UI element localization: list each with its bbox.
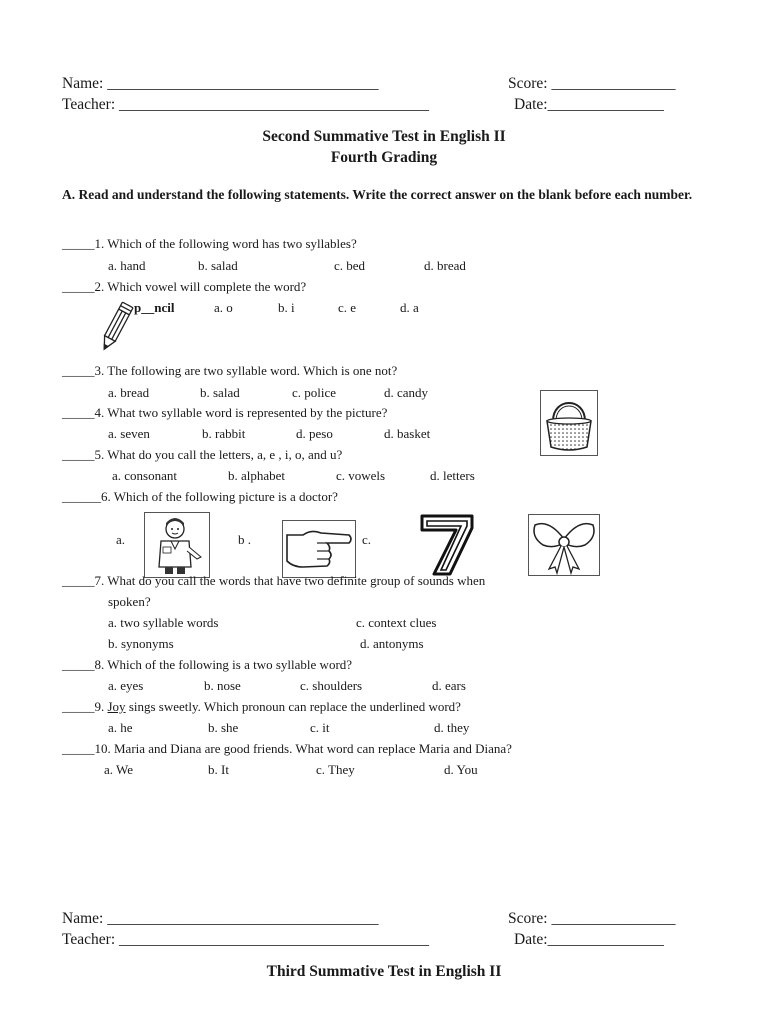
teacher-field[interactable]: Teacher: ________________________________________ — [62, 96, 429, 113]
q8-option-b[interactable]: b. nose — [204, 678, 241, 693]
name-field-2[interactable]: Name: ___________________________________ — [62, 910, 379, 927]
q7-option-d[interactable]: d. antonyms — [360, 636, 424, 651]
q9-option-d[interactable]: d. they — [434, 720, 470, 735]
score-field-2[interactable]: Score: ________________ — [508, 910, 676, 927]
pencil-icon — [96, 298, 136, 356]
q2-option-b[interactable]: b. i — [278, 300, 295, 315]
q4-option-d[interactable]: d. basket — [384, 426, 431, 441]
test-title: Second Summative Test in English II — [262, 128, 506, 145]
hand-picture[interactable] — [282, 520, 356, 578]
q9-option-b[interactable]: b. she — [208, 720, 239, 735]
q4-option-b[interactable]: b. rabbit — [202, 426, 246, 441]
q5-option-b[interactable]: b. alphabet — [228, 468, 286, 483]
q9-underlined-word: Joy — [107, 699, 126, 714]
question-10: _____10. Maria and Diana are good friends. What word can replace Maria and Diana? — [62, 741, 512, 756]
score-field[interactable]: Score: ________________ — [508, 75, 676, 92]
q3-option-a[interactable]: a. bread — [108, 385, 150, 400]
q3-option-d[interactable]: d. candy — [384, 385, 429, 400]
q9-option-c[interactable]: c. it — [310, 720, 330, 735]
q9-stem-pre: _____9. — [62, 699, 108, 714]
q6-option-c[interactable]: c. — [362, 532, 372, 547]
q1-option-b[interactable]: b. salad — [198, 258, 238, 273]
question-6: ______6. Which of the following picture is a doctor? — [62, 489, 338, 504]
question-3: _____3. The following are two syllable word. Which is one not? — [62, 363, 398, 378]
name-field[interactable]: Name: ___________________________________ — [62, 75, 379, 92]
question-7: _____7. What do you call the words that have two definite group of sounds when — [62, 573, 486, 588]
bow-icon — [529, 515, 599, 575]
question-4: _____4. What two syllable word is represented by the picture? — [62, 405, 388, 420]
q10-option-b[interactable]: b. It — [208, 762, 229, 777]
doctor-picture[interactable] — [144, 512, 210, 578]
q7-option-b[interactable]: b. synonyms — [108, 636, 174, 651]
ribbon-picture[interactable] — [528, 514, 600, 576]
q8-option-a[interactable]: a. eyes — [108, 678, 144, 693]
instructions: A. Read and understand the following statements. Write the correct answer on the blank before each number. — [62, 187, 693, 202]
pointing-hand-icon — [283, 521, 355, 577]
question-2: _____2. Which vowel will complete the word? — [62, 279, 307, 294]
date-field[interactable]: Date:_______________ — [514, 96, 664, 113]
q1-option-d[interactable]: d. bread — [424, 258, 466, 273]
date-field-2[interactable]: Date:_______________ — [514, 931, 664, 948]
q8-option-d[interactable]: d. ears — [432, 678, 466, 693]
q7-option-a[interactable]: a. two syllable words — [108, 615, 219, 630]
q10-option-d[interactable]: d. You — [444, 762, 478, 777]
basket-icon — [541, 391, 597, 455]
q10-option-c[interactable]: c. They — [316, 762, 355, 777]
test-title-2: Third Summative Test in English II — [266, 963, 502, 980]
q5-option-a[interactable]: a. consonant — [112, 468, 177, 483]
q2-option-d[interactable]: d. a — [400, 300, 419, 315]
q1-option-a[interactable]: a. hand — [108, 258, 146, 273]
teacher-field-2[interactable]: Teacher: ________________________________________ — [62, 931, 429, 948]
doctor-icon — [145, 513, 209, 577]
question-8: _____8. Which of the following is a two syllable word? — [62, 657, 353, 672]
question-1: _____1. Which of the following word has two syllables? — [62, 236, 357, 251]
q3-option-b[interactable]: b. salad — [200, 385, 240, 400]
q10-option-a[interactable]: a. We — [104, 762, 134, 777]
q9-option-a[interactable]: a. he — [108, 720, 133, 735]
question-9 — [62, 699, 461, 715]
test-subtitle: Fourth Grading — [330, 149, 438, 166]
q6-option-a[interactable]: a. — [116, 532, 126, 547]
q2-option-c[interactable]: c. e — [338, 300, 357, 315]
seven-picture[interactable] — [416, 512, 478, 576]
q5-option-d[interactable]: d. letters — [430, 468, 475, 483]
q4-option-a[interactable]: a. seven — [108, 426, 150, 441]
q1-option-c[interactable]: c. bed — [334, 258, 366, 273]
basket-picture — [540, 390, 598, 456]
q2-word: p__ncil — [134, 300, 175, 315]
q5-option-c[interactable]: c. vowels — [336, 468, 386, 483]
q3-option-c[interactable]: c. police — [292, 385, 337, 400]
q8-option-c[interactable]: c. shoulders — [300, 678, 363, 693]
q7-option-c[interactable]: c. context clues — [356, 615, 437, 630]
q9-stem-post: sings sweetly. Which pronoun can replace the underlined word? — [125, 699, 461, 714]
q6-option-b[interactable]: b . — [238, 532, 251, 547]
q2-option-a[interactable]: a. o — [214, 300, 233, 315]
q4-option-c[interactable]: d. peso — [296, 426, 333, 441]
question-7-cont: spoken? — [108, 594, 151, 609]
question-5: _____5. What do you call the letters, a, e , i, o, and u? — [62, 447, 343, 462]
